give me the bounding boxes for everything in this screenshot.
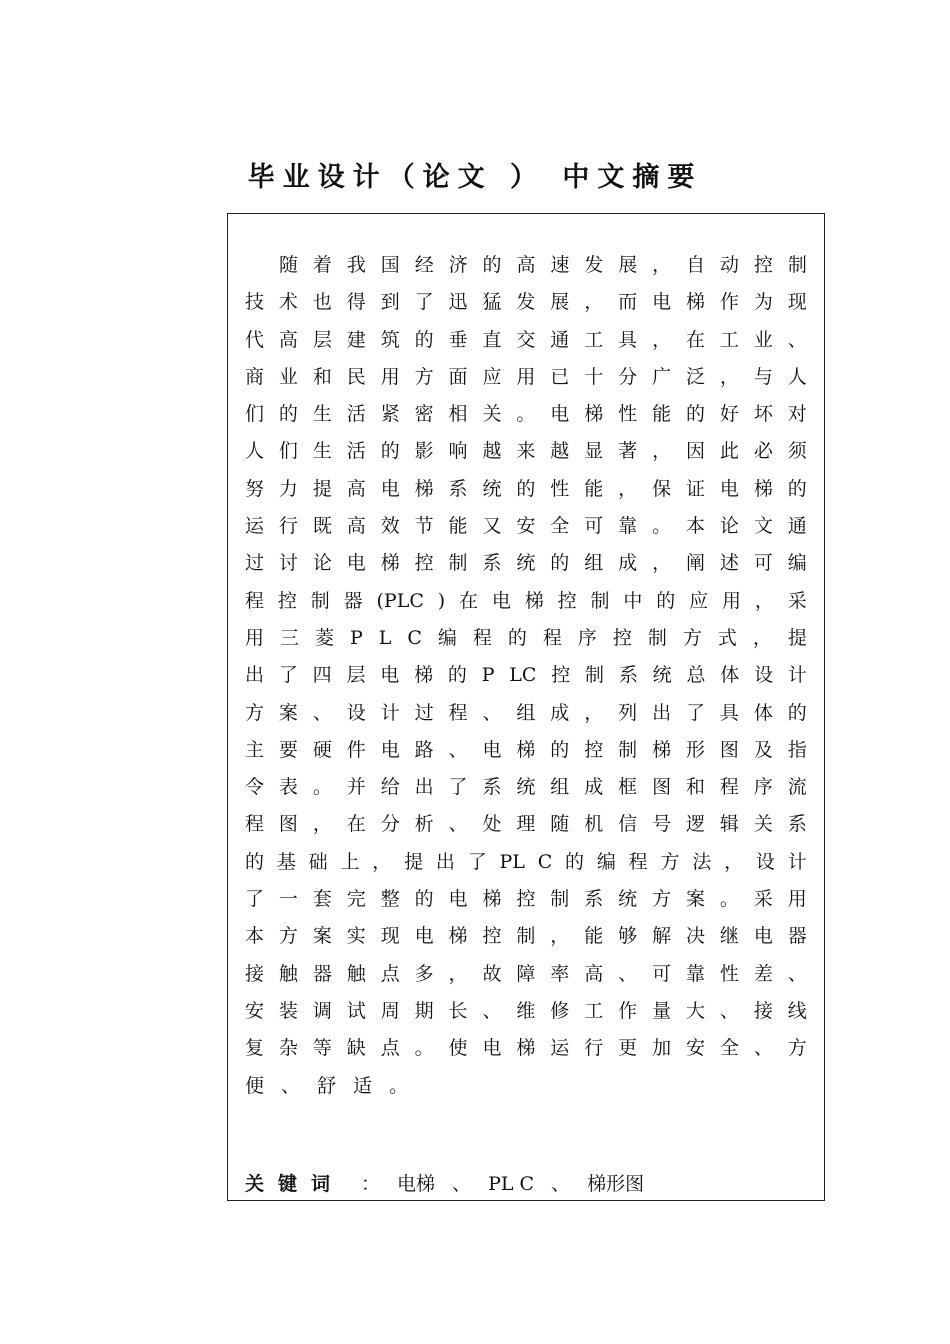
abstract-line: 的 基 础 上 ， 提 出 了 PL C 的 编 程 方 法 ， 设 计 [245,850,807,873]
keyword-item: 电梯 [397,1173,436,1195]
keyword-separator: 、 [452,1173,472,1195]
abstract-text [245,247,807,1105]
keywords-line [245,1172,644,1196]
abstract-line: 程 控 制 器 (PLC ) 在 电 梯 控 制 中 的 应 用 ， 采 [245,589,807,612]
abstract-line: 复 杂 等 缺 点 。 使 电 梯 运 行 更 加 安 全 、 方 [245,1037,807,1060]
page-title: 毕业设计（论文 ） 中文摘要 [247,162,703,193]
abstract-line: 出 了 四 层 电 梯 的 P LC 控 制 系 统 总 体 设 计 [245,664,807,687]
abstract-line: 人 们 生 活 的 影 响 越 来 越 显 著 ， 因 此 必 须 [245,440,807,463]
keyword-item: 梯形图 [587,1173,645,1195]
abstract-line: 努 力 提 高 电 梯 系 统 的 性 能 ， 保 证 电 梯 的 [245,477,807,500]
keywords-separator: ： [361,1173,381,1195]
abstract-line: 随 着 我 国 经 济 的 高 速 发 展 ， 自 动 控 制 [279,254,807,276]
abstract-line: 了 一 套 完 整 的 电 梯 控 制 系 统 方 案 。 采 用 [245,888,807,911]
abstract-line: 安 装 调 试 周 期 长 、 维 修 工 作 量 大 、 接 线 [245,999,807,1022]
abstract-line: 便 、 舒 适 。 [245,1074,409,1097]
abstract-line: 接 触 器 触 点 多 ， 故 障 率 高 、 可 靠 性 差 、 [245,962,807,985]
abstract-line: 运 行 既 高 效 节 能 又 安 全 可 靠 。 本 论 文 通 [245,515,807,538]
abstract-line: 用 三 菱 P L C 编 程 的 程 序 控 制 方 式 ， 提 [245,626,807,649]
abstract-line: 代 高 层 建 筑 的 垂 直 交 通 工 具 ， 在 工 业 、 [245,328,807,351]
abstract-box [227,213,825,1201]
abstract-line: 主 要 硬 件 电 路 、 电 梯 的 控 制 梯 形 图 及 指 [245,738,807,761]
abstract-line: 本 方 案 实 现 电 梯 控 制 ， 能 够 解 决 继 电 器 [245,925,807,948]
abstract-line: 商 业 和 民 用 方 面 应 用 已 十 分 广 泛 ， 与 人 [245,365,807,388]
abstract-line: 技 术 也 得 到 了 迅 猛 发 展 ， 而 电 梯 作 为 现 [245,291,807,314]
abstract-line: 程 图 ， 在 分 析 、 处 理 随 机 信 号 逻 辑 关 系 [245,813,807,836]
abstract-line: 方 案 、 设 计 过 程 、 组 成 ， 列 出 了 具 体 的 [245,701,807,724]
keywords-label: 关键词 [245,1173,345,1195]
keyword-separator: 、 [551,1173,571,1195]
abstract-line: 令 表 。 并 给 出 了 系 统 组 成 框 图 和 程 序 流 [245,776,807,799]
abstract-line: 过 讨 论 电 梯 控 制 系 统 的 组 成 ， 阐 述 可 编 [245,552,807,575]
keyword-item: PL C [488,1173,535,1195]
abstract-line: 们 的 生 活 紧 密 相 关 。 电 梯 性 能 的 好 坏 对 [245,403,807,426]
